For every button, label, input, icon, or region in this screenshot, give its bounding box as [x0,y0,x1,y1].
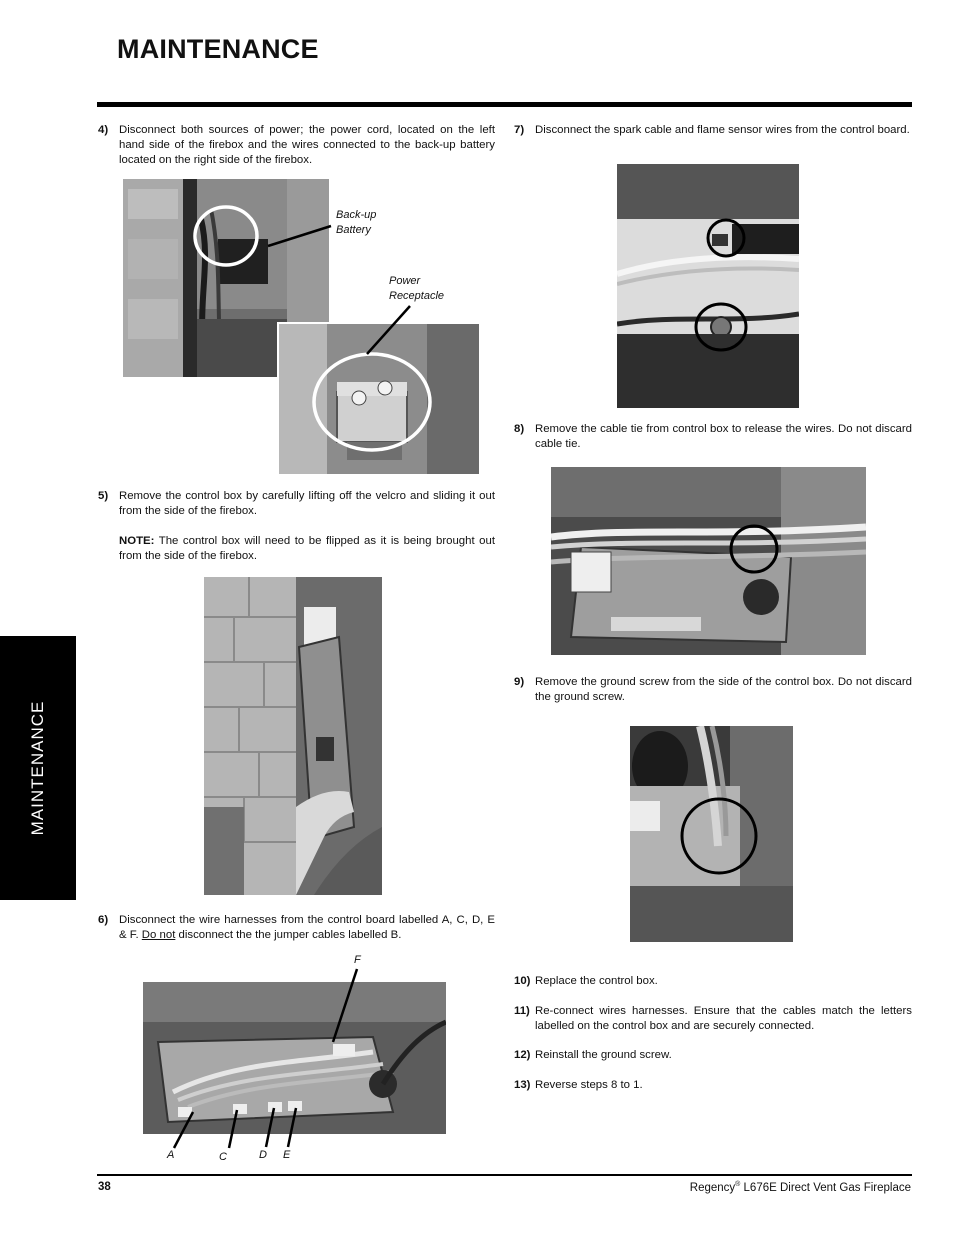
step-number: 11) [514,1005,530,1017]
step-text: Replace the control box. [535,975,658,987]
note-text: The control box will need to be flipped as it is being brought out from the side of the firebox. [119,535,495,562]
step-number: 10) [514,975,531,987]
note-label: NOTE: [119,535,155,547]
footer-rule [97,1174,912,1176]
step-number: 7) [514,124,525,136]
side-tab-label: MAINTENANCE [28,700,47,836]
step-text: Remove the ground screw from the side of the control box. Do not discard the ground screw. [535,676,912,703]
step-number: 12) [514,1049,531,1061]
step-text: Re-connect wires harnesses. Ensure that the cables match the letters labelled on the control box and are securely connected. [535,1005,912,1032]
label-d: D [259,1149,267,1161]
callout-power-receptacle: Power Receptacle [389,275,445,302]
ground-screw-circle [682,799,756,873]
step-text: Disconnect the wire harnesses from the control board labelled A, C, D, E & F. Do not disconnect the the jumper cables labelled B. [119,914,495,941]
step-number: 4) [98,124,109,136]
step-number: 9) [514,676,525,688]
callout-backup-battery: Back-up Battery [336,209,377,236]
step-text: Remove the cable tie from control box to release the wires. Do not discard cable tie. [535,423,912,450]
step-number: 5) [98,490,109,502]
page-title: MAINTENANCE [117,34,319,64]
step-13 [514,1078,912,1093]
step-12 [514,1048,912,1063]
step-text: Disconnect both sources of power; the power cord, located on the left hand side of the firebox and the wires connected to the back-up battery located on the right side of the firebox. [119,124,495,166]
step-text: Reverse steps 8 to 1. [535,1079,643,1091]
step-text: Disconnect the spark cable and flame sensor wires from the control board. [535,124,910,136]
step-text: Reinstall the ground screw. [535,1049,672,1061]
label-f: F [354,954,361,966]
step-11 [514,1004,912,1034]
step-number: 13) [514,1079,531,1091]
step-number: 8) [514,423,525,435]
page-number: 38 [98,1181,111,1193]
step-text: Remove the control box by carefully lifting off the velcro and sliding it out from the side of the firebox. [119,490,495,517]
step-10 [514,974,912,989]
step-number: 6) [98,914,109,926]
footer-product: Regency® L676E Direct Vent Gas Fireplace [689,1181,911,1194]
label-e: E [283,1149,291,1161]
label-c: C [219,1151,227,1163]
label-a: A [167,1149,175,1161]
